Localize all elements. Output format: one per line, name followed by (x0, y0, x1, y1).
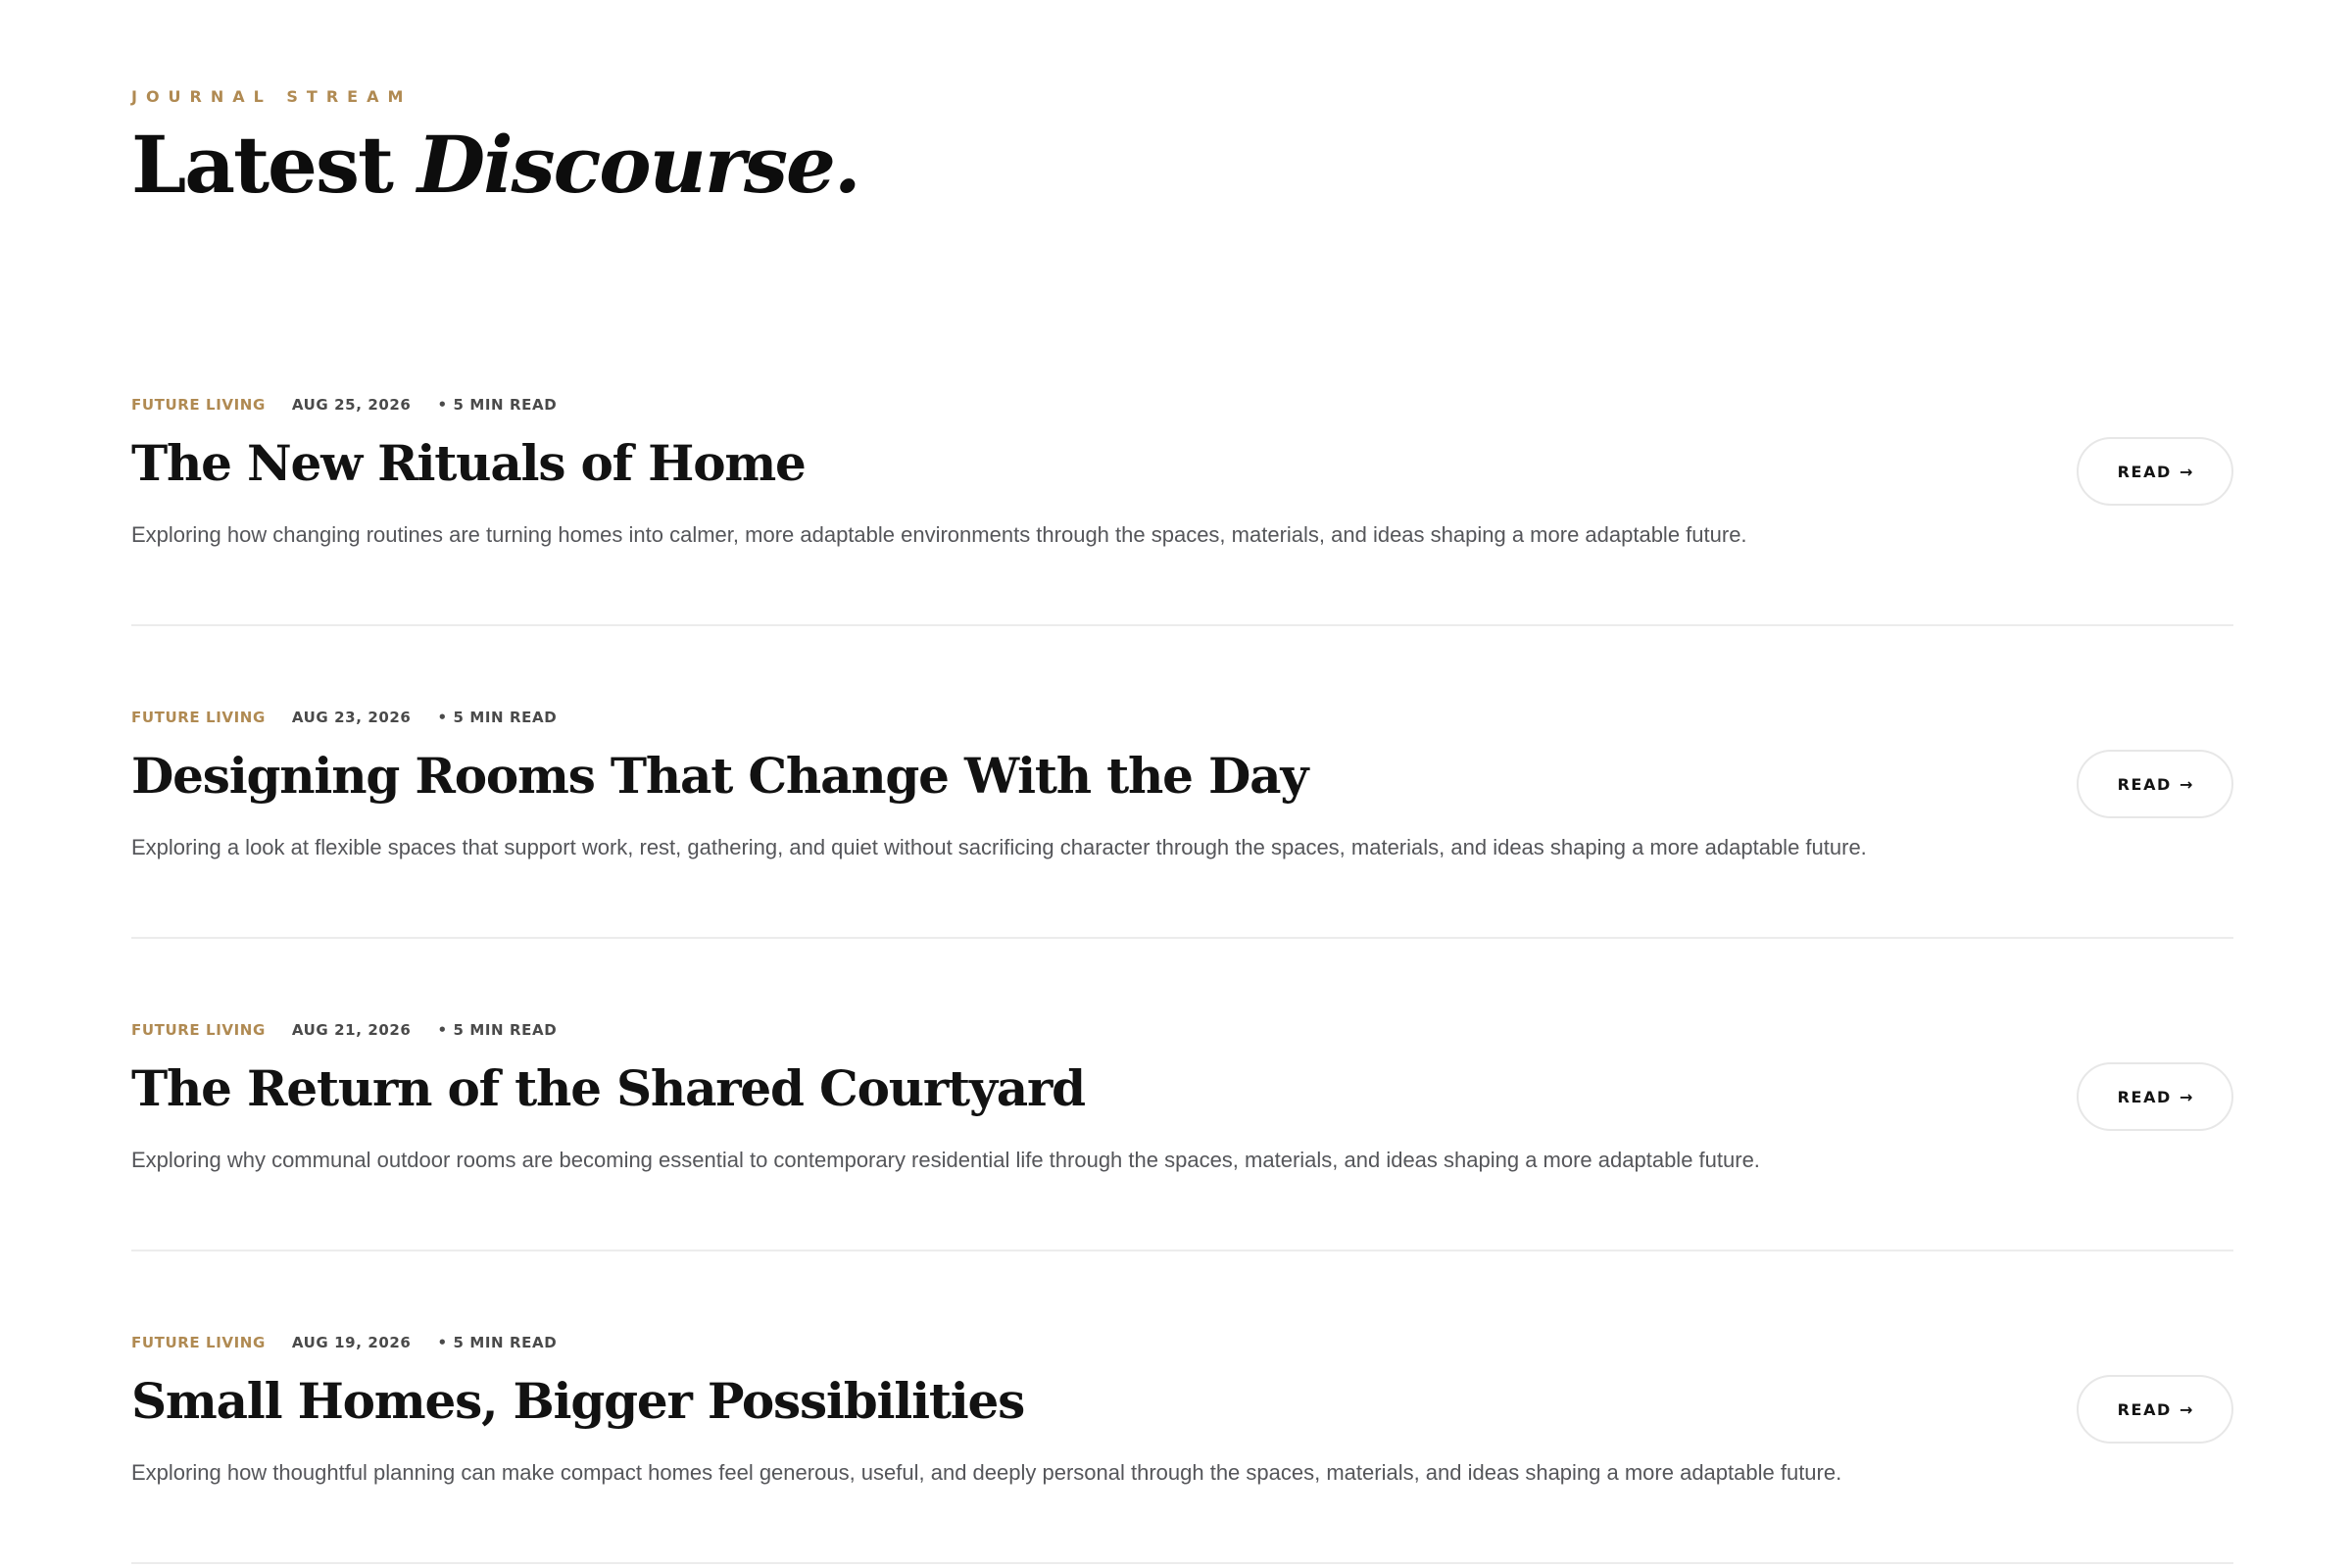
post-read-time: • 5 MIN READ (437, 1021, 558, 1039)
read-button-label: READ (2117, 462, 2172, 481)
post-item (131, 939, 2233, 1251)
post-date: AUG 25, 2026 (291, 396, 412, 414)
page-title-italic: Discourse. (416, 119, 859, 211)
read-button-label: READ (2117, 1087, 2172, 1106)
post-meta (131, 709, 557, 726)
post-excerpt: Exploring how changing routines are turning homes into calmer, more adaptable environments through the spaces, materials, and ideas shaping a more adaptable future. (131, 522, 1747, 547)
read-button[interactable] (2077, 1375, 2233, 1444)
post-read-time: • 5 MIN READ (437, 1334, 558, 1351)
post-read-time: • 5 MIN READ (437, 709, 558, 726)
arrow-right-icon: → (2179, 1399, 2193, 1419)
read-button-label: READ (2117, 774, 2172, 794)
arrow-right-icon: → (2179, 1087, 2193, 1106)
post-excerpt: Exploring how thoughtful planning can make compact homes feel generous, useful, and deeply personal through the spaces, materials, and ideas shaping a more adaptable future. (131, 1460, 1842, 1485)
post-item (131, 314, 2233, 626)
post-list (131, 314, 2233, 1564)
post-excerpt: Exploring why communal outdoor rooms are becoming essential to contemporary residential life through the spaces, materials, and ideas shaping a more adaptable future. (131, 1148, 1760, 1172)
read-button-label: READ (2117, 1399, 2172, 1419)
post-category[interactable]: FUTURE LIVING (131, 1021, 266, 1039)
section-eyebrow: JOURNAL STREAM (131, 87, 413, 106)
post-date: AUG 19, 2026 (291, 1334, 412, 1351)
read-button[interactable] (2077, 437, 2233, 506)
arrow-right-icon: → (2179, 774, 2193, 794)
post-meta (131, 1021, 557, 1039)
post-meta (131, 1334, 557, 1351)
post-date: AUG 21, 2026 (291, 1021, 412, 1039)
post-category[interactable]: FUTURE LIVING (131, 1334, 266, 1351)
post-title[interactable]: The New Rituals of Home (131, 434, 806, 492)
page-title (131, 119, 859, 211)
post-title[interactable]: Small Homes, Bigger Possibilities (131, 1372, 1025, 1430)
post-item (131, 1251, 2233, 1564)
post-title[interactable]: Designing Rooms That Change With the Day (131, 747, 1308, 805)
post-category[interactable]: FUTURE LIVING (131, 709, 266, 726)
post-category[interactable]: FUTURE LIVING (131, 396, 266, 414)
post-title[interactable]: The Return of the Shared Courtyard (131, 1059, 1085, 1117)
page-title-plain: Latest (131, 119, 417, 211)
post-meta (131, 396, 557, 414)
post-item (131, 626, 2233, 939)
post-excerpt: Exploring a look at flexible spaces that support work, rest, gathering, and quiet without sacrificing character through the spaces, materials, and ideas shaping a more adaptable future. (131, 835, 1867, 859)
post-read-time: • 5 MIN READ (437, 396, 558, 414)
read-button[interactable] (2077, 750, 2233, 818)
post-date: AUG 23, 2026 (291, 709, 412, 726)
arrow-right-icon: → (2179, 462, 2193, 481)
read-button[interactable] (2077, 1062, 2233, 1131)
